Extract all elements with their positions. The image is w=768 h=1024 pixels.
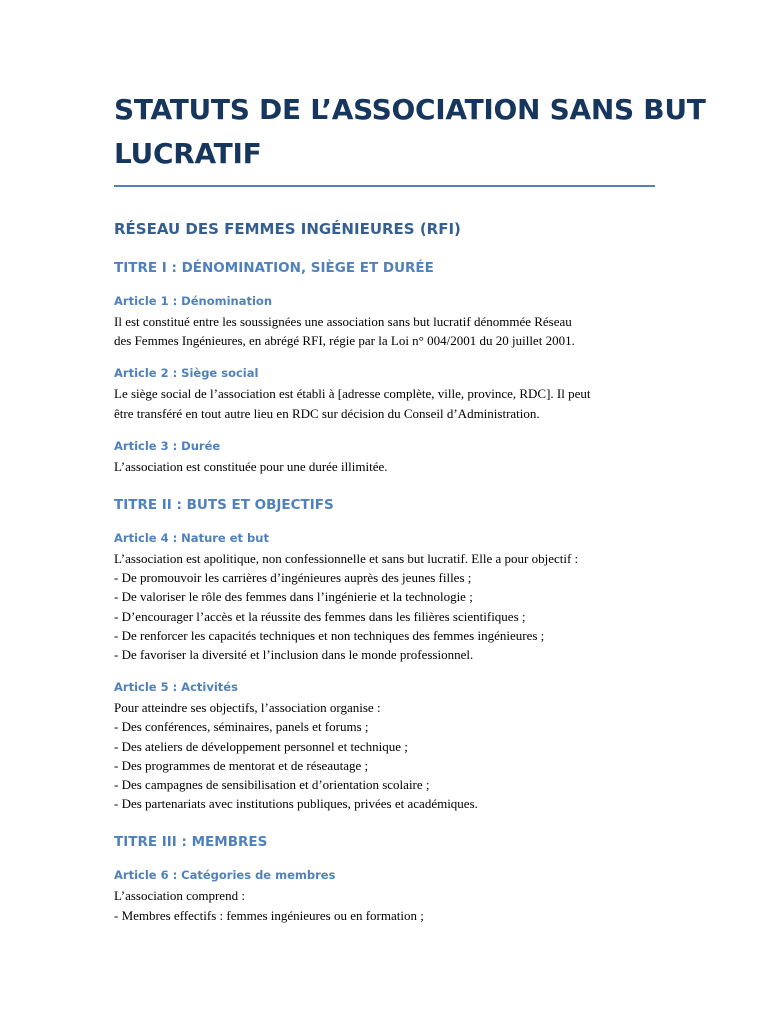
article-heading: Article 3 : Durée (114, 438, 221, 453)
paragraph-line: - Des programmes de mentorat et de réseautage ; (114, 757, 369, 773)
paragraph-line: - Des ateliers de développement personnel et technique ; (114, 738, 408, 754)
article-paragraph (114, 312, 655, 350)
titre-section (114, 530, 655, 813)
article-paragraph (114, 698, 655, 813)
paragraph-line: Le siège social de l’association est établi à [adresse complète, ville, province, RDC]. Il peut (114, 386, 591, 402)
paragraph-line: L’association comprend : (114, 888, 245, 904)
paragraph-line: - De favoriser la diversité et l’inclusion dans le monde professionnel. (114, 647, 474, 663)
paragraph-line: - Membres effectifs : femmes ingénieures ou en formation ; (114, 907, 424, 923)
titre-section (114, 867, 655, 924)
document-body (114, 258, 655, 925)
article-paragraph (114, 384, 655, 422)
paragraph-line: des Femmes Ingénieures, en abrégé RFI, régie par la Loi n° 004/2001 du 20 juillet 2001. (114, 333, 575, 349)
document-content (114, 88, 706, 925)
titre-heading: TITRE II : BUTS ET OBJECTIFS (114, 497, 334, 514)
article-paragraph (114, 457, 655, 476)
paragraph-line: - Des partenariats avec institutions publiques, privées et académiques. (114, 796, 478, 812)
article-paragraph (114, 886, 655, 924)
article-heading: Article 2 : Siège social (114, 366, 259, 381)
article-heading: Article 5 : Activités (114, 680, 238, 695)
paragraph-line: - Des conférences, séminaires, panels et forums ; (114, 719, 369, 735)
paragraph-line: - D’encourager l’accès et la réussite des femmes dans les filières scientifiques ; (114, 608, 526, 624)
document-title (114, 88, 706, 176)
article-paragraph (114, 549, 655, 664)
document-title-line: LUCRATIF (114, 137, 262, 170)
paragraph-line: - De promouvoir les carrières d’ingénieures auprès des jeunes filles ; (114, 570, 472, 586)
paragraph-line: Pour atteindre ses objectifs, l’association organise : (114, 700, 381, 716)
article-heading: Article 1 : Dénomination (114, 294, 273, 308)
paragraph-line: - De valoriser le rôle des femmes dans l’ingénierie et la technologie ; (114, 589, 473, 605)
article-heading: Article 6 : Catégories de membres (114, 868, 336, 883)
article-heading: Article 4 : Nature et but (114, 531, 269, 546)
paragraph-line: être transféré en tout autre lieu en RDC sur décision du Conseil d’Administration. (114, 405, 540, 421)
document-title-line: STATUTS DE L’ASSOCIATION SANS BUT (114, 93, 706, 126)
paragraph-line: L’association est apolitique, non confessionnelle et sans but lucratif. Elle a pour objectif : (114, 551, 579, 567)
paragraph-line: - Des campagnes de sensibilisation et d’orientation scolaire ; (114, 777, 430, 793)
paragraph-line: Il est constitué entre les soussignées une association sans but lucratif dénommée Réseau (114, 314, 572, 329)
titre-heading: TITRE III : MEMBRES (114, 834, 268, 851)
titre-heading: TITRE I : DÉNOMINATION, SIÈGE ET DURÉE (114, 260, 434, 276)
paragraph-line: L’association est constituée pour une durée illimitée. (114, 458, 388, 474)
title-underline-rule (114, 185, 655, 187)
organization-heading: RÉSEAU DES FEMMES INGÉNIEURES (RFI) (114, 220, 461, 238)
paragraph-line: - De renforcer les capacités techniques et non techniques des femmes ingénieures ; (114, 627, 545, 643)
titre-section (114, 293, 655, 476)
